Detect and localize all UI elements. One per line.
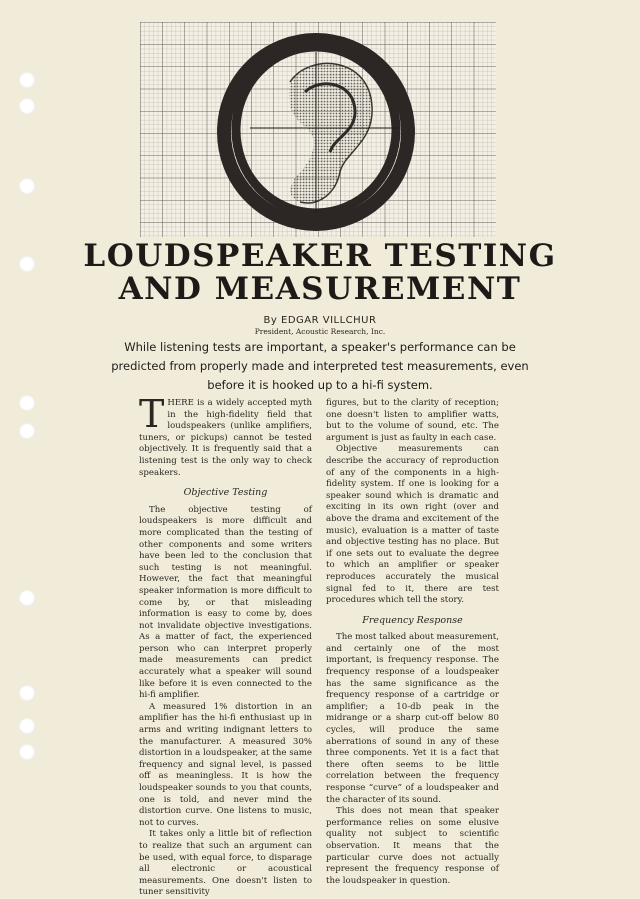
binder-hole [19,744,35,760]
subhead-frequency-response: Frequency Response [362,614,463,626]
binder-hole [19,72,35,88]
paragraph: A measured 1% distortion in an amplifier has the hi-fi enthusiast up in arms and writing indignant letters to the manufacturer. A measured 30% distortion in a loudspeaker, at the same frequency and signal level, is passed off as meaningless. It is how the loudspeaker sounds to you that counts, one is told, and never mind the distortion curve. One listens to music, not to curves. [139,701,312,828]
binder-hole [19,98,35,114]
lead-paragraph: While listening tests are important, a speaker's performance can be predicted from properly made and interpreted test measurements, even before it is hooked up to a hi-fi system. [111,340,529,392]
paragraph: Objective measurements can describe the accuracy of reproduction of any of the components in a high-fidelity system. If one is looking for a speaker sound which is dramatic and exciting in its own right (over and above the drama and excitement of the music), evaluation is a matter of taste and objective testing has no place. But if one sets out to evaluate the degree to which an amplifier or speaker reproduces accurately the musical signal fed to it, there are test procedures which tell the story. [326,444,499,606]
subhead-objective-testing: Objective Testing [183,487,268,499]
article-title-line1: LOUDSPEAKER TESTING [83,238,557,274]
drop-cap: T [139,392,165,436]
article-title-line2: AND MEASUREMENT [118,271,522,307]
binder-hole [19,590,35,606]
binder-hole [19,423,35,439]
column-left [139,392,312,899]
column-right [326,398,499,887]
paragraph: The objective testing of loudspeakers is more difficult and more complicated than the testing of other components and some writers have been led to the conclusion that such testing is not meaningful. However, the fact that meaningful speaker information is more difficult to come by, or that misleading information is easy to come by, does not invalidate objective investigations. As a matter of fact, the experienced person who can interpret properly made measurements can predict accurately what a speaker will sound like before it is even connected to the hi-fi amplifier. [139,504,312,701]
binder-hole [19,395,35,411]
binder-hole [19,685,35,701]
paragraph-text: HERE is a widely accepted myth in the high-fidelity field that loudspeakers (unlike amplifiers, tuners, or pickups) cannot be tested objectively. It is frequently said that a listening test is the only way to check speakers. [139,398,312,478]
binder-hole [19,178,35,194]
paragraph: It takes only a little bit of reflection to realize that such an argument can be used, with equal force, to disparage all electronic or acoustical measurements. One doesn't listen to tuner sensitivity [139,829,312,898]
opening-paragraph [139,392,312,479]
binder-hole [19,718,35,734]
paragraph: This does not mean that speaker performance relies on some elusive quality not subject to scientific observation. It means that the particular curve does not actually represent the frequency response of the loudspeaker in question. [326,806,499,886]
byline: By EDGAR VILLCHUR [263,315,377,326]
paragraph: figures, but to the clarity of reception; one doesn't listen to amplifier watts, but to the volume of sound, etc. The argument is just as faulty in each case. [326,398,499,443]
ear-graph-illustration [140,22,496,237]
byline-role: President, Acoustic Research, Inc. [254,327,386,336]
paragraph: The most talked about measurement, and certainly one of the most important, is frequency response. The frequency response of a loudspeaker has the same significance as the frequency response of a cartridge or amplifier; a 10-db peak in the midrange or a sharp cut-off below 80 cycles, will produce the same aberrations of sound in any of these three components. Yet it is a fact that there often seems to be little correlation between the frequency response “curve” of a loudspeaker and the character of its sound. [326,632,499,805]
